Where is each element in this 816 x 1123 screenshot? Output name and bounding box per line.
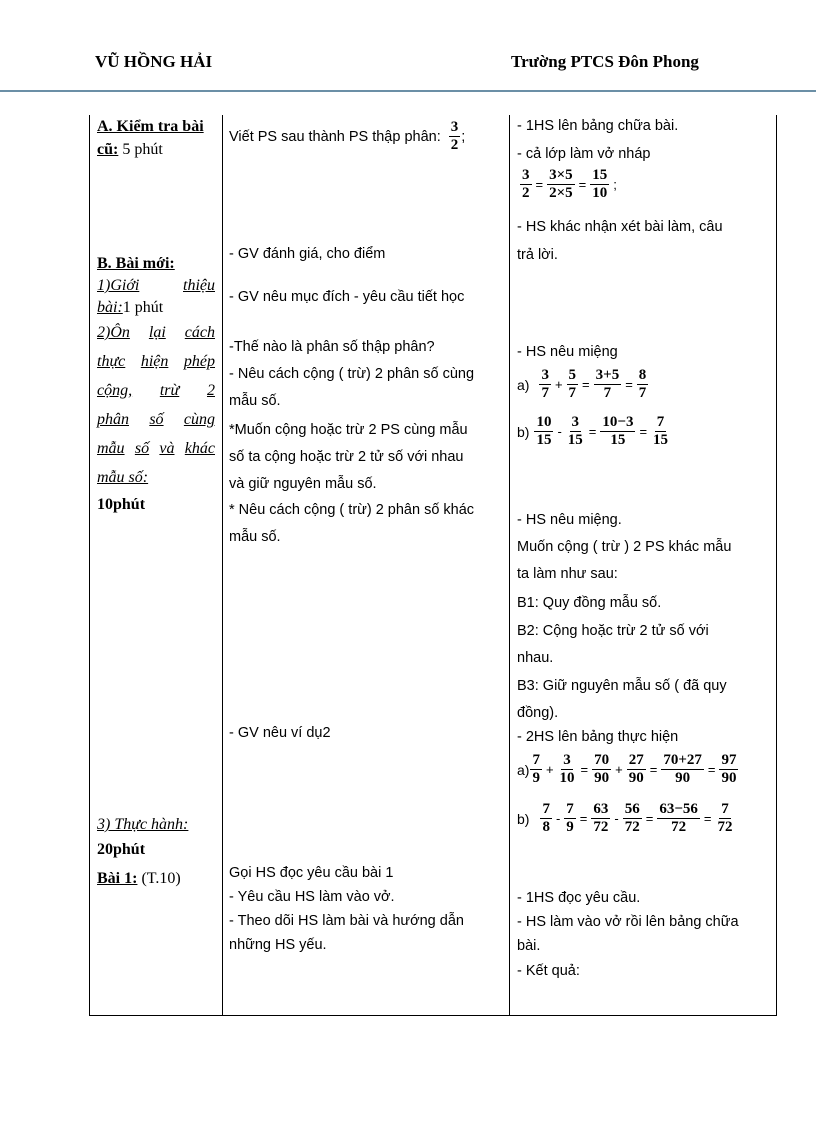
section-b2-time: 10phút — [97, 496, 146, 513]
page-header — [0, 52, 816, 82]
student-line: - cả lớp làm vở nháp — [517, 146, 651, 162]
lesson-table — [89, 115, 777, 1016]
student-line: B3: Giữ nguyên mẫu số ( đã quy — [517, 678, 727, 694]
section-b3-title: 3) Thực hành: — [97, 816, 189, 833]
teacher-line: mẫu số. — [229, 393, 281, 409]
teacher-line: - GV nêu mục đích - yêu cầu tiết học — [229, 289, 465, 305]
section-a-title: A. Kiểm tra bài — [97, 118, 204, 135]
student-line: B2: Cộng hoặc trừ 2 tử số với — [517, 623, 709, 639]
author-name: VŨ HỒNG HẢI — [95, 52, 213, 71]
teacher-line: - Yêu cầu HS làm vào vở. — [229, 889, 395, 905]
teacher-line: - GV đánh giá, cho điểm — [229, 246, 386, 262]
student-line: Muốn cộng ( trừ ) 2 PS khác mẫu — [517, 539, 732, 555]
teacher-line: * Nêu cách cộng ( trừ) 2 phân số khác — [229, 502, 475, 518]
section-b2-line: cộng, trừ 2 — [97, 382, 215, 399]
teacher-line: Gọi HS đọc yêu cầu bài 1 — [229, 865, 394, 881]
teacher-line: - Theo dõi HS làm bài và hướng dẫn — [229, 913, 464, 929]
section-b2-line: phân số cùng — [97, 411, 215, 428]
column-divider — [222, 115, 223, 1015]
student-line: bài. — [517, 938, 541, 954]
teacher-line: - GV nêu ví dụ2 — [229, 725, 331, 741]
section-b1-time: bài:1 phút — [97, 299, 164, 316]
student-line: - 1HS lên bảng chữa bài. — [517, 118, 679, 134]
teacher-line: -Thế nào là phân số thập phân? — [229, 339, 435, 355]
section-b2-line: mẫu số: — [97, 469, 149, 486]
equation: $\frac{3}{2}$ = $\frac{3\times 5}{2\times 5}$ = $\frac{15}{10}$ ; — [522, 167, 617, 201]
section-b1-line: 1)Giới thiệu — [97, 277, 215, 294]
school-name: Trường PTCS Đôn Phong — [511, 52, 699, 71]
teacher-line: Viết PS sau thành PS thập phân: $\frac{3}{2}$ ; — [229, 119, 466, 153]
equation: a) $\frac{7}{9}$ + $\frac{3}{10}$ = $\frac{70}{90}$ + $\frac{27}{90}$ = $\frac{70+27}{90}$ = $\frac{97}{90}$ — [517, 752, 737, 786]
student-line: - Kết quả: — [517, 963, 580, 979]
teacher-line: *Muốn cộng hoặc trừ 2 PS cùng mẫu — [229, 422, 468, 438]
header-rule — [0, 90, 816, 92]
student-line: - 1HS đọc yêu cầu. — [517, 890, 641, 906]
teacher-line: và giữ nguyên mẫu số. — [229, 476, 377, 492]
section-b2-line: thực hiện phép — [97, 353, 215, 370]
student-line: - 2HS lên bảng thực hiện — [517, 729, 679, 745]
student-line: nhau. — [517, 650, 554, 666]
section-b3-time: 20phút — [97, 841, 146, 858]
teacher-line: những HS yếu. — [229, 937, 327, 953]
fraction: $\frac{3}{2}$ — [450, 119, 459, 153]
student-line: trả lời. — [517, 247, 558, 263]
equation: b) $\frac{7}{8}$ - $\frac{7}{9}$ = $\frac{63}{72}$ - $\frac{56}{72}$ = $\frac{63-56}{72}$ = $\frac{7}{72}$ — [517, 801, 733, 835]
column-divider — [509, 115, 510, 1015]
equation: a) $\frac{3}{7}$ + $\frac{5}{7}$ = $\frac{3+5}{7}$ = $\frac{8}{7}$ — [517, 367, 647, 401]
student-line: - HS khác nhận xét bài làm, câu — [517, 219, 723, 235]
student-line: - HS làm vào vở rồi lên bảng chữa — [517, 914, 739, 930]
section-b2-line: 2)Ôn lại cách — [97, 324, 215, 341]
student-line: - HS nêu miệng — [517, 344, 618, 360]
student-line: đồng). — [517, 705, 559, 721]
teacher-line: - Nêu cách cộng ( trừ) 2 phân số cùng — [229, 366, 475, 382]
student-line: - HS nêu miệng. — [517, 512, 622, 528]
exercise-1-title: Bài 1: (T.10) — [97, 870, 181, 887]
section-b2-line: mẫu số và khác — [97, 440, 215, 457]
equation: b) $\frac{10}{15}$ - $\frac{3}{15}$ = $\frac{10-3}{15}$ = $\frac{7}{15}$ — [517, 414, 669, 448]
teacher-line: mẫu số. — [229, 529, 281, 545]
student-line: B1: Quy đồng mẫu số. — [517, 595, 662, 611]
section-a-time: cũ: 5 phút — [97, 141, 163, 158]
section-b-title: B. Bài mới: — [97, 255, 175, 272]
teacher-line: số ta cộng hoặc trừ 2 tử số với nhau — [229, 449, 464, 465]
student-line: ta làm như sau: — [517, 566, 618, 582]
